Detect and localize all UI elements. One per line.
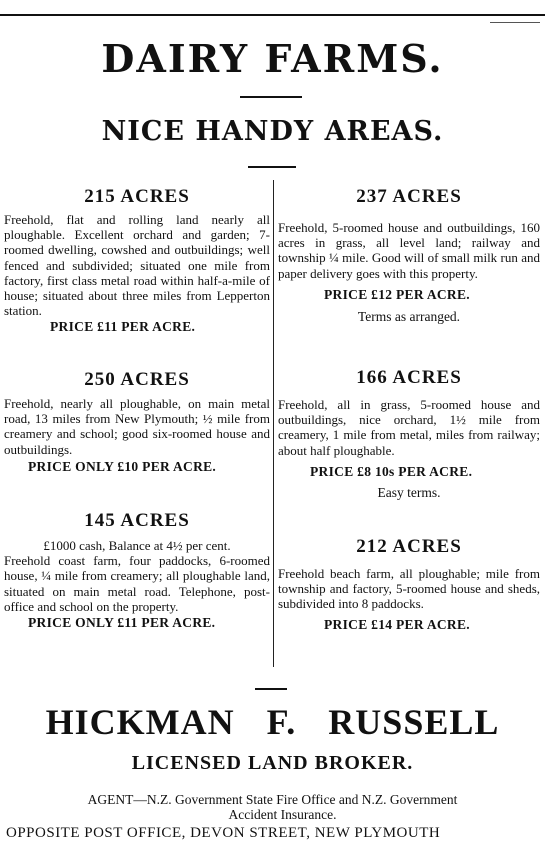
listing-description: Freehold, 5-roomed house and outbuildings, 160 acres in grass, all level land; railway and township ¼ mile. Good will of small milk run and paper delivery goes with this property.	[278, 220, 540, 281]
listing-title: 237 ACRES	[356, 186, 462, 207]
listing-250-acres	[4, 369, 270, 475]
listing-price: PRICE £14 PER ACRE.	[324, 616, 470, 632]
page-subtitle: NICE HANDY AREAS.	[101, 116, 444, 147]
listing-price: PRICE £8 10s PER ACRE.	[310, 463, 473, 479]
listing-title: 215 ACRES	[84, 186, 190, 207]
listing-price: PRICE ONLY £10 PER ACRE.	[28, 458, 217, 474]
listing-title: 145 ACRES	[84, 510, 190, 531]
footer-divider	[255, 688, 287, 690]
listing-price: PRICE £11 PER ACRE.	[50, 319, 196, 335]
listing-description: Freehold coast farm, four paddocks, 6-roomed house, ¼ mile from creamery; all ploughable land, situated on main metal road. Telephone, post-office and school on the property.	[4, 553, 270, 614]
listing-terms: Easy terms.	[377, 484, 441, 500]
agent-address: OPPOSITE POST OFFICE, DEVON STREET, NEW PLYMOUTH	[6, 825, 441, 841]
title-divider	[240, 96, 302, 98]
listing-title: 212 ACRES	[356, 536, 462, 557]
agent-description: AGENT—N.Z. Government State Fire Office and N.Z. Government	[87, 792, 458, 807]
listing-215-acres	[4, 186, 270, 335]
subtitle-divider	[248, 166, 296, 168]
listing-237-acres	[278, 186, 540, 325]
listing-price: PRICE ONLY £11 PER ACRE.	[28, 615, 216, 631]
agent-description-continued: Accident Insurance.	[228, 807, 337, 822]
listing-title: 250 ACRES	[84, 369, 190, 390]
listing-145-acres	[4, 510, 270, 631]
listing-166-acres	[278, 367, 540, 501]
listing-terms: Terms as arranged.	[357, 308, 461, 324]
page-title: DAIRY FARMS.	[101, 36, 444, 81]
top-border-fragment	[490, 22, 540, 23]
agent-name: HICKMAN F. RUSSELL	[45, 702, 500, 742]
top-border	[0, 14, 545, 16]
listing-price: PRICE £12 PER ACRE.	[324, 286, 470, 302]
listing-description: Freehold, all in grass, 5-roomed house and outbuildings, nice orchard, 1½ mile from creamery, 1 mile from metal, miles from railway; about half ploughable.	[278, 397, 540, 458]
agent-title: LICENSED LAND BROKER.	[131, 752, 414, 774]
listing-payment-terms: £1000 cash, Balance at 4½ per cent.	[43, 538, 231, 553]
listing-description: Freehold, nearly all ploughable, on main metal road, 13 miles from New Plymouth; ½ mile from creamery and school; good six-roomed house and outbuildings.	[4, 396, 270, 457]
listing-title: 166 ACRES	[356, 367, 462, 388]
listing-description: Freehold, flat and rolling land nearly all ploughable. Excellent orchard and garden; 7-roomed dwelling, cowshed and outbuildings; well fenced and subdivided; situated one mile from factory, first class metal road within half-a-mile of house; situated about three miles from Lepperton station.	[4, 212, 270, 319]
listing-212-acres	[278, 536, 540, 633]
listing-description: Freehold beach farm, all ploughable; mile from township and factory, 5-roomed house and sheds, subdivided into 8 paddocks.	[278, 566, 540, 612]
column-separator	[273, 180, 274, 667]
